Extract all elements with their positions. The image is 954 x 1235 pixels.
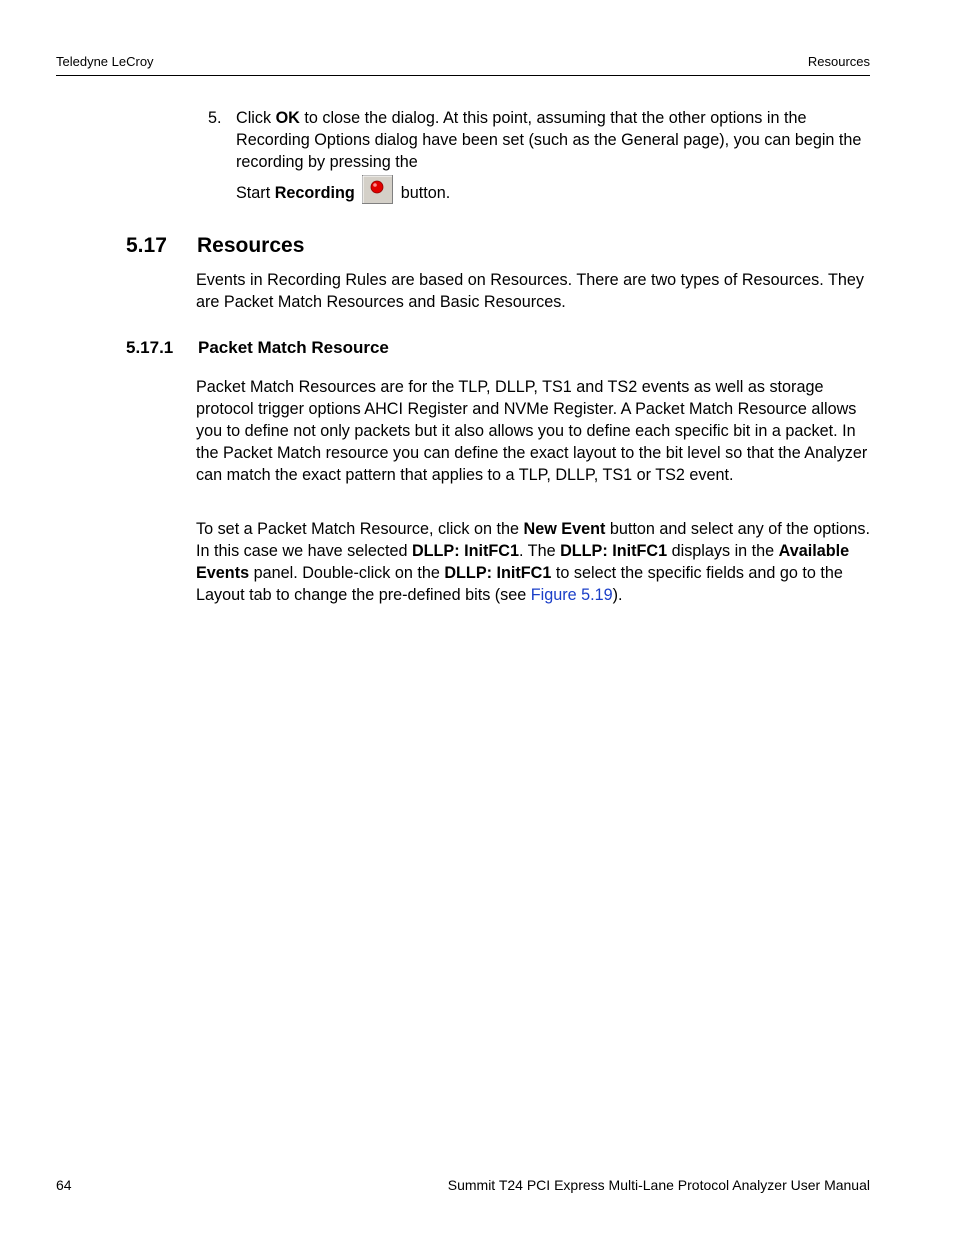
packet-match-paragraph: Packet Match Resources are for the TLP, DLLP, TS1 and TS2 events as well as storage protocol trigger options AHCI Register and NVMe Register. A Packet Match Resource allows you to define not only packets but it also allows you to define each specific bit in a packet. In the Packet Match resource you can define the exact layout to the bit level so that the Analyzer can match the exact pattern that applies to a TLP, DLLP, TS1 or TS2 event.: [196, 378, 868, 484]
page-number: 64: [56, 1177, 72, 1193]
subsection-title: Packet Match Resource: [198, 338, 389, 357]
section-title: Resources: [197, 234, 305, 257]
header-section: Resources: [807, 54, 870, 69]
record-button-icon: [362, 175, 393, 204]
step-number: 5.: [208, 109, 222, 127]
section-intro-paragraph: Events in Recording Rules are based on Resources. There are two types of Resources. They are Packet Match Resources and Basic Resources.: [196, 271, 864, 311]
section-number: 5.17: [126, 234, 167, 257]
page-header: [56, 53, 870, 76]
subsection-number: 5.17.1: [126, 338, 174, 357]
ok-label: OK: [275, 109, 300, 127]
manual-title: Summit T24 PCI Express Multi-Lane Protocol Analyzer User Manual: [447, 1177, 870, 1193]
set-packet-match-paragraph: To set a Packet Match Resource, click on the New Event button and select any of the options. In this case we have selected DLLP: InitFC1. The DLLP: InitFC1 displays in the Available Events panel. Double-click on the DLLP: InitFC1 to select the specific fields and go to the Layout tab to change the pre-defined bits (see Figure 5.19).: [196, 520, 870, 604]
figure-link[interactable]: Figure 5.19: [530, 586, 613, 604]
recording-label: Recording: [274, 183, 355, 202]
step-text: Click OK to close the dialog. At this point, assuming that the other options in the Recording Options dialog have been set (such as the General page), you can begin the recording by pressing the: [236, 109, 862, 171]
step-text-start-recording: Start Recording button.: [236, 179, 450, 213]
header-company: Teledyne LeCroy: [56, 54, 154, 69]
